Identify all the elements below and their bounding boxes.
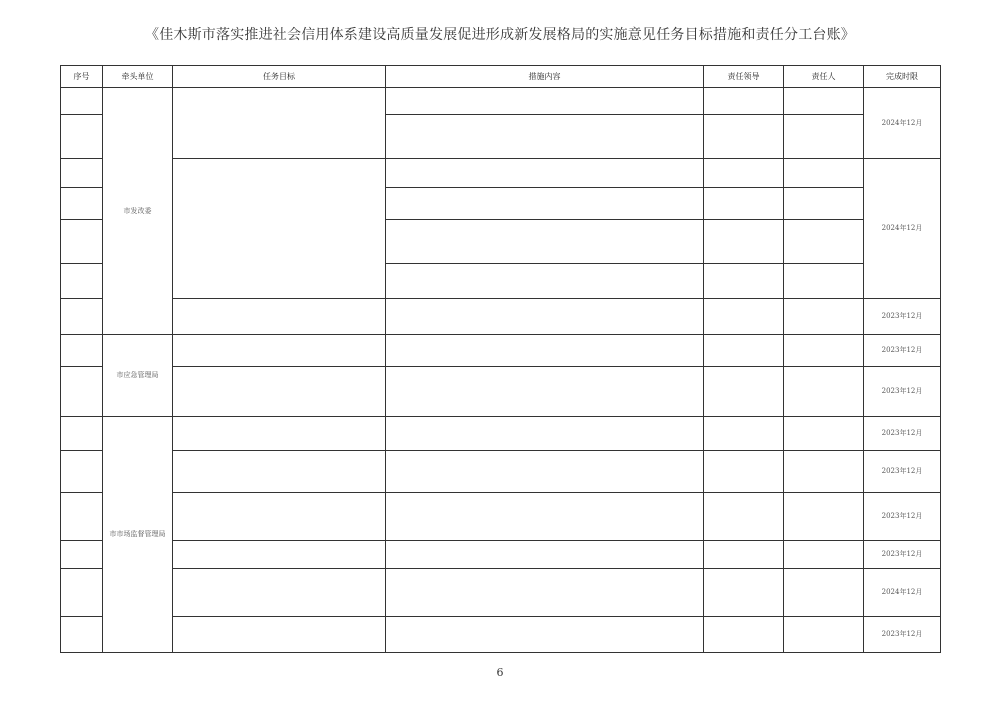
measure-cell [386, 335, 704, 367]
leader-cell [704, 541, 784, 569]
person-cell [784, 417, 864, 451]
person-cell [784, 541, 864, 569]
task-goal-cell [173, 493, 386, 541]
row-index [61, 264, 103, 299]
row-index [61, 541, 103, 569]
deadline-cell: 2023年12月 [864, 493, 941, 541]
row-index [61, 617, 103, 653]
leader-cell [704, 493, 784, 541]
person-cell [784, 159, 864, 188]
row-index [61, 367, 103, 417]
leader-cell [704, 417, 784, 451]
row-index [61, 569, 103, 617]
deadline-cell: 2023年12月 [864, 299, 941, 335]
table-row [61, 541, 941, 569]
page-number: 6 [496, 666, 504, 679]
leader-cell [704, 115, 784, 159]
task-goal-cell [173, 569, 386, 617]
leader-cell [704, 367, 784, 417]
measure-cell [386, 493, 704, 541]
row-index [61, 335, 103, 367]
task-goal-cell [173, 617, 386, 653]
table-row [61, 451, 941, 493]
column-header-lead-unit: 牵头单位 [103, 66, 173, 88]
table-row [61, 569, 941, 617]
table-row [61, 617, 941, 653]
table-row [61, 493, 941, 541]
leader-cell [704, 188, 784, 220]
row-index [61, 299, 103, 335]
deadline-cell: 2023年12月 [864, 335, 941, 367]
row-index [61, 220, 103, 264]
task-ledger-table [60, 65, 941, 653]
person-cell [784, 335, 864, 367]
task-goal-cell [173, 417, 386, 451]
table-row [61, 299, 941, 335]
column-header-responsible-person: 责任人 [784, 66, 864, 88]
task-goal-cell [173, 159, 386, 299]
row-index [61, 417, 103, 451]
deadline-cell: 2024年12月 [864, 159, 941, 299]
table-row [61, 88, 941, 115]
deadline-cell: 2023年12月 [864, 541, 941, 569]
row-index [61, 115, 103, 159]
task-goal-cell [173, 88, 386, 159]
measure-cell [386, 264, 704, 299]
task-goal-cell [173, 299, 386, 335]
lead-unit-cell: 市市场监督管理局 [103, 417, 173, 653]
person-cell [784, 617, 864, 653]
leader-cell [704, 220, 784, 264]
leader-cell [704, 299, 784, 335]
leader-cell [704, 617, 784, 653]
lead-unit-cell: 市应急管理局 [103, 335, 173, 417]
row-index [61, 451, 103, 493]
row-index [61, 188, 103, 220]
measure-cell [386, 541, 704, 569]
lead-unit-cell: 市发改委 [103, 88, 173, 335]
person-cell [784, 569, 864, 617]
leader-cell [704, 451, 784, 493]
task-goal-cell [173, 367, 386, 417]
deadline-cell: 2023年12月 [864, 367, 941, 417]
measure-cell [386, 159, 704, 188]
leader-cell [704, 264, 784, 299]
row-index [61, 88, 103, 115]
task-goal-cell [173, 451, 386, 493]
person-cell [784, 188, 864, 220]
table-row [61, 159, 941, 188]
row-index [61, 159, 103, 188]
table-row [61, 367, 941, 417]
measure-cell [386, 220, 704, 264]
measure-cell [386, 417, 704, 451]
deadline-cell: 2023年12月 [864, 417, 941, 451]
measure-cell [386, 451, 704, 493]
leader-cell [704, 569, 784, 617]
measure-cell [386, 299, 704, 335]
person-cell [784, 367, 864, 417]
task-goal-cell [173, 541, 386, 569]
person-cell [784, 493, 864, 541]
table-row [61, 335, 941, 367]
person-cell [784, 115, 864, 159]
row-index [61, 493, 103, 541]
deadline-cell: 2023年12月 [864, 617, 941, 653]
person-cell [784, 220, 864, 264]
column-header-responsible-leader: 责任领导 [704, 66, 784, 88]
measure-cell [386, 115, 704, 159]
person-cell [784, 264, 864, 299]
table-header-row [61, 66, 941, 88]
column-header-measures: 措施内容 [386, 66, 704, 88]
table-row [61, 417, 941, 451]
person-cell [784, 88, 864, 115]
person-cell [784, 451, 864, 493]
column-header-index: 序号 [61, 66, 103, 88]
measure-cell [386, 569, 704, 617]
measure-cell [386, 367, 704, 417]
deadline-cell: 2024年12月 [864, 88, 941, 159]
measure-cell [386, 88, 704, 115]
page-title: 《佳木斯市落实推进社会信用体系建设高质量发展促进形成新发展格局的实施意见任务目标措施和责任分工台账》 [145, 27, 855, 43]
column-header-task-goal: 任务目标 [173, 66, 386, 88]
column-header-deadline: 完成时限 [864, 66, 941, 88]
deadline-cell: 2024年12月 [864, 569, 941, 617]
leader-cell [704, 88, 784, 115]
deadline-cell: 2023年12月 [864, 451, 941, 493]
measure-cell [386, 188, 704, 220]
measure-cell [386, 617, 704, 653]
person-cell [784, 299, 864, 335]
leader-cell [704, 335, 784, 367]
leader-cell [704, 159, 784, 188]
task-goal-cell [173, 335, 386, 367]
